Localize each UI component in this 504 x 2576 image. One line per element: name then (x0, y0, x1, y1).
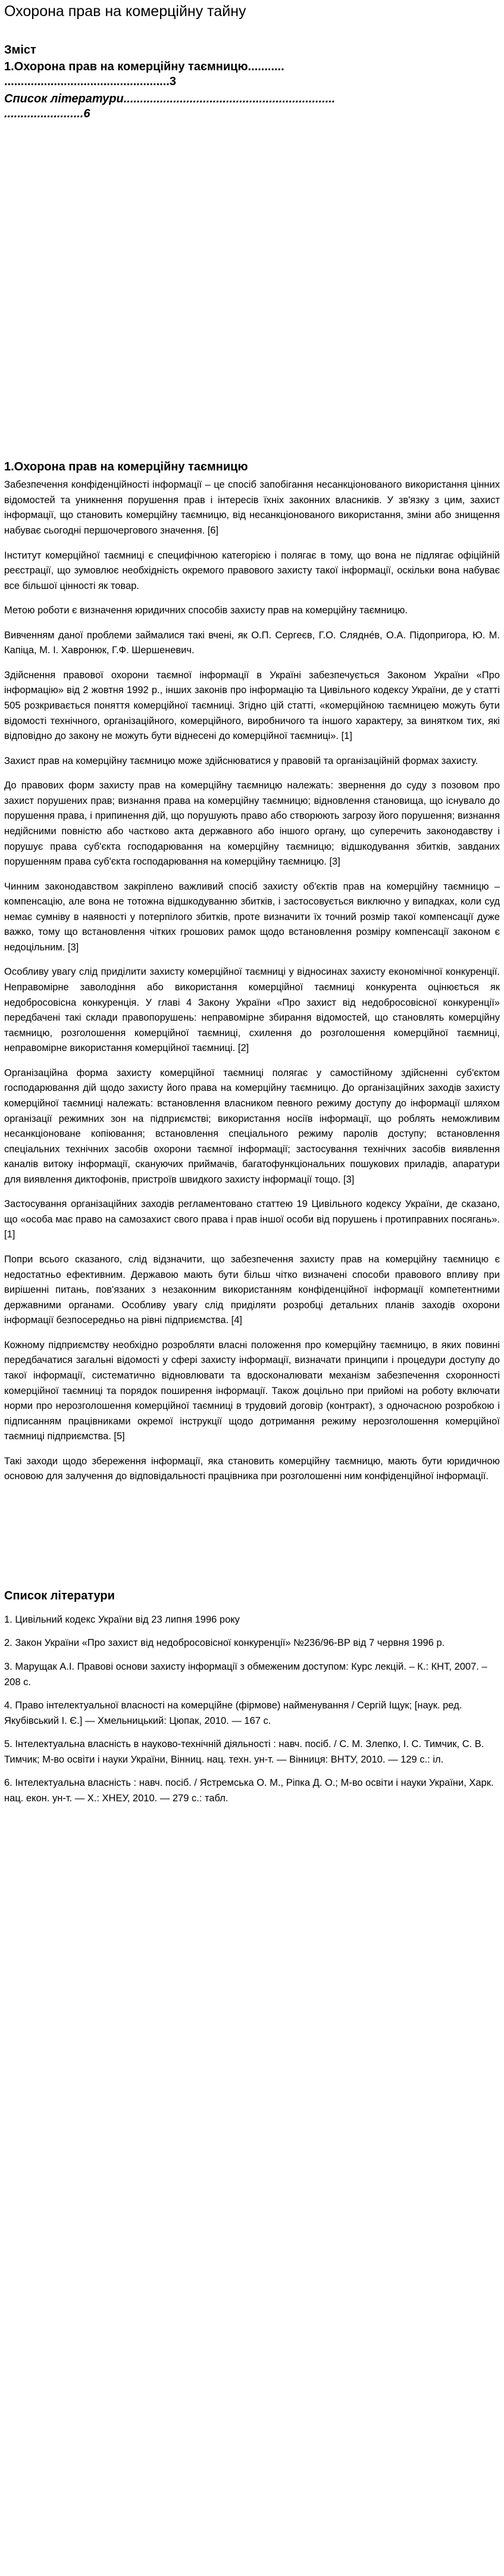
paragraph: Попри всього сказаного, слід відзначити, що забезпечення захисту прав на комерційну таємницю є недостатньо ефективним. Державою мають бути більш чітко визначені способи правового впливу при вирішенні питань, пов'язаних з незаконним використанням конфіденційної інформації компетентними державними органами. Особливу увагу слід приділяти розробці детальних планів заходів охорони інформації безпосередньо на рівні підприємства. [4] (4, 1254, 500, 1326)
reference-item: 2. Закон України «Про захист від недобросовісної конкуренції» №236/96-ВР від 7 червня 1996 р. (4, 1638, 445, 1649)
reference-item: 3. Марущак А.І. Правові основи захисту інформації з обмеженим доступом: Курс лекцій. – К.: КНТ, 2007. – 208 с. (4, 1661, 487, 1688)
paragraph: Кожному підприємству необхідно розробляти власні положення про комерційну таємницю, в яких повинні передбачатися загальні відомості у сфері захисту інформації, визначати принципи і процедури доступу до такої інформації, систематично відновлювати та вдосконалювати механізм забезпечення схоронності комерційної таємниці та порядок поширення інформації. Також доцільно при прийомі на роботу включати норми про нерозголошення комерційної таємниці в трудовий договір (контракт), з одночасною розробкою і підписанням працівниками окремої інструкції щодо дотримання режиму нерозголошення комерційної таємниці підприємства. [5] (4, 1339, 500, 1442)
section-heading: 1.Охорона прав на комерційну таємницю (4, 460, 248, 474)
paragraph: Такі заходи щодо збереження інформації, яка становить комерційну таємницю, мають бути юридичною основою для залучення до відповідальності працівника при розголошенні ним конфіденційної інформації. (4, 1455, 500, 1482)
references-section (4, 1589, 500, 1807)
paragraph: Захист прав на комерційну таємницю може здійснюватися у правовій та організаційній формах захисту. (4, 755, 478, 766)
document-title: Охорона прав на комерційну тайну (4, 3, 246, 20)
toc-entry-text: 1.Охорона прав на комерційну таємницю........... (4, 60, 284, 74)
paragraph: Забезпечення конфіденційності інформації – це спосіб запобігання несанкціонованого використання цінних відомостей та уникнення порушення прав і інтересів їхніх законних власників. У зв'язку з цим, захист інформації, що становить комерційну таємницю, від несанкціонованого використання, зміни або знищення набуває сьогодні першочергового значення. [6] (4, 479, 500, 536)
table-of-contents (4, 43, 500, 121)
reference-item: 1. Цивільний кодекс України від 23 липня 1996 року (4, 1614, 240, 1625)
reference-item: 5. Інтелектуальна власність в науково-технічній діяльності : навч. посіб. / С. М. Злепко, І. С. Тимчик, С. В. Тимчик; М-во освіти і науки України, Вінниц. нац. техн. ун-т. — Вінниця: ВНТУ, 2010. — 129 с.: іл. (4, 1739, 484, 1765)
paragraph: Інститут комерційної таємниці є специфічною категорією і полягає в тому, що вона не підлягає офіційній реєстрації, що зумовлює необхідність окремого правового захисту такої інформації, оскільки вона набуває все більшої цінності як товар. (4, 550, 500, 591)
reference-item: 6. Інтелектуальна власність : навч. посіб. / Ястремська О. М., Ріпка Д. О.; М-во освіти і науки України, Харк. нац. екон. ун-т. — Х.: ХНЕУ, 2010. — 279 с.: табл. (4, 1777, 494, 1804)
page-break-spacer (4, 1494, 500, 1589)
toc-entry-references[interactable] (4, 92, 500, 121)
paragraph: До правових форм захисту прав на комерційну таємницю належать: звернення до суду з позовом про захист порушених прав; визнання права на комерційну таємницю; відновлення становища, що існувало до порушення права, і припинення дій, що порушують право або створюють загрозу його порушення; визнання недійсними повністю або частково акта державного або іншого органу, що суперечить законодавству і порушує права суб'єкта господарювання на комерційну таємницю; відшкодування збитків, завданих порушенням права суб'єкта господарювання на комерційну таємницю. [3] (4, 780, 500, 868)
reference-item: 4. Право інтелектуальної власності на комерційне (фірмове) найменування / Сергій Іщук; [наук. ред. Якубівський І. Є.] — Хмельницький: Цюпак, 2010. — 167 с. (4, 1700, 462, 1726)
paragraph: Вивченням даної проблеми займалися такі вчені, як О.П. Сергеєв, Г.О. Слядне́в, О.А. Підопригора, Ю. М. Капіца, М. І. Хавронюк, Г.Ф. Шершеневич. (4, 629, 500, 656)
paragraph: Чинним законодавством закріплено важливий спосіб захисту об'єктів прав на комерційну таємницю – компенсацію, але вона не тотожна відшкодуванню збитків, і застосовується виключно у випадках, коли суд немає сумніву в наявності у потерпілого збитків, проте визначити їх точний розмір такої компенсації дуже важко, тому що встановлення чітких грошових рамок щодо встановлення розміру компенсації законом є недоцільним. [3] (4, 881, 500, 953)
toc-entry-section-1[interactable] (4, 60, 500, 89)
toc-entry-dots: ........................6 (4, 107, 90, 121)
references-heading: Список літератури (4, 1589, 115, 1602)
paragraph: Застосування організаційних заходів регламентовано статтею 19 Цивільного кодексу України, де сказано, що «особа має право на самозахист свого права і прав іншої особи від порушень і протиправних посягань». [1] (4, 1199, 500, 1240)
page-break-spacer (4, 124, 500, 460)
paragraph: Здійснення правової охорони таємної інформації в Україні забезпечується Законом України «Про інформацію» від 2 жовтня 1992 р., інших законів про інформацію та Цивільного кодексу України, де у статті 505 розкривається поняття комерційної таємниці. Згідно цій статті, «комерційною таємницею можуть бути відомості технічного, організаційного, комерційного, виробничого та іншого характеру, за винятком тих, які відповідно до закону не можуть бути віднесені до комерційної таємниці». [1] (4, 669, 500, 742)
toc-entry-text: Список літератури................................................................ (4, 92, 336, 106)
main-section (4, 460, 500, 1485)
paragraph: Метою роботи є визначення юридичних способів захисту прав на комерційну таємницю. (4, 605, 408, 616)
toc-heading: Зміст (4, 43, 36, 57)
paragraph: Організаційна форма захисту комерційної таємниці полягає у самостійному здійсненні суб'єктом господарювання дій щодо захисту його права на комерційну таємницю. До організаційних заходів захисту комерційної таємниці належать: встановлення власником певного режиму доступу до інформації шляхом організації режимних зон на підприємстві; використання носіїв інформації, що роблять неможливим несанкціоноване копіювання; встановлення спеціального режиму паролів доступу; встановлення спеціальних технічних засобів охорони таємної інформації; застосування технічних засобів виявлення каналів витоку інформації, скануючих приймачів, багатофункціональних пошукових приладів, апаратури для виявлення диктофонів, пристроїв швидкого захисту інформації тощо. [3] (4, 1067, 500, 1185)
paragraph: Особливу увагу слід приділити захисту комерційної таємниці у відносинах захисту економічної конкуренції. Неправомірне заволодіння або використання комерційної таємниці конкурента оцінюється як недобросовісна конкуренція. У главі 4 Закону України «Про захист від недобросовісної конкуренції» передбачені такі склади правопорушень: неправомірне збирання відомостей, що становлять комерційну таємницю, розголошення комерційної таємниці, схилення до розголошення комерційної таємниці, неправомірне використання комерційної таємниці. [2] (4, 966, 500, 1054)
toc-entry-dots: ..................................................3 (4, 75, 176, 89)
